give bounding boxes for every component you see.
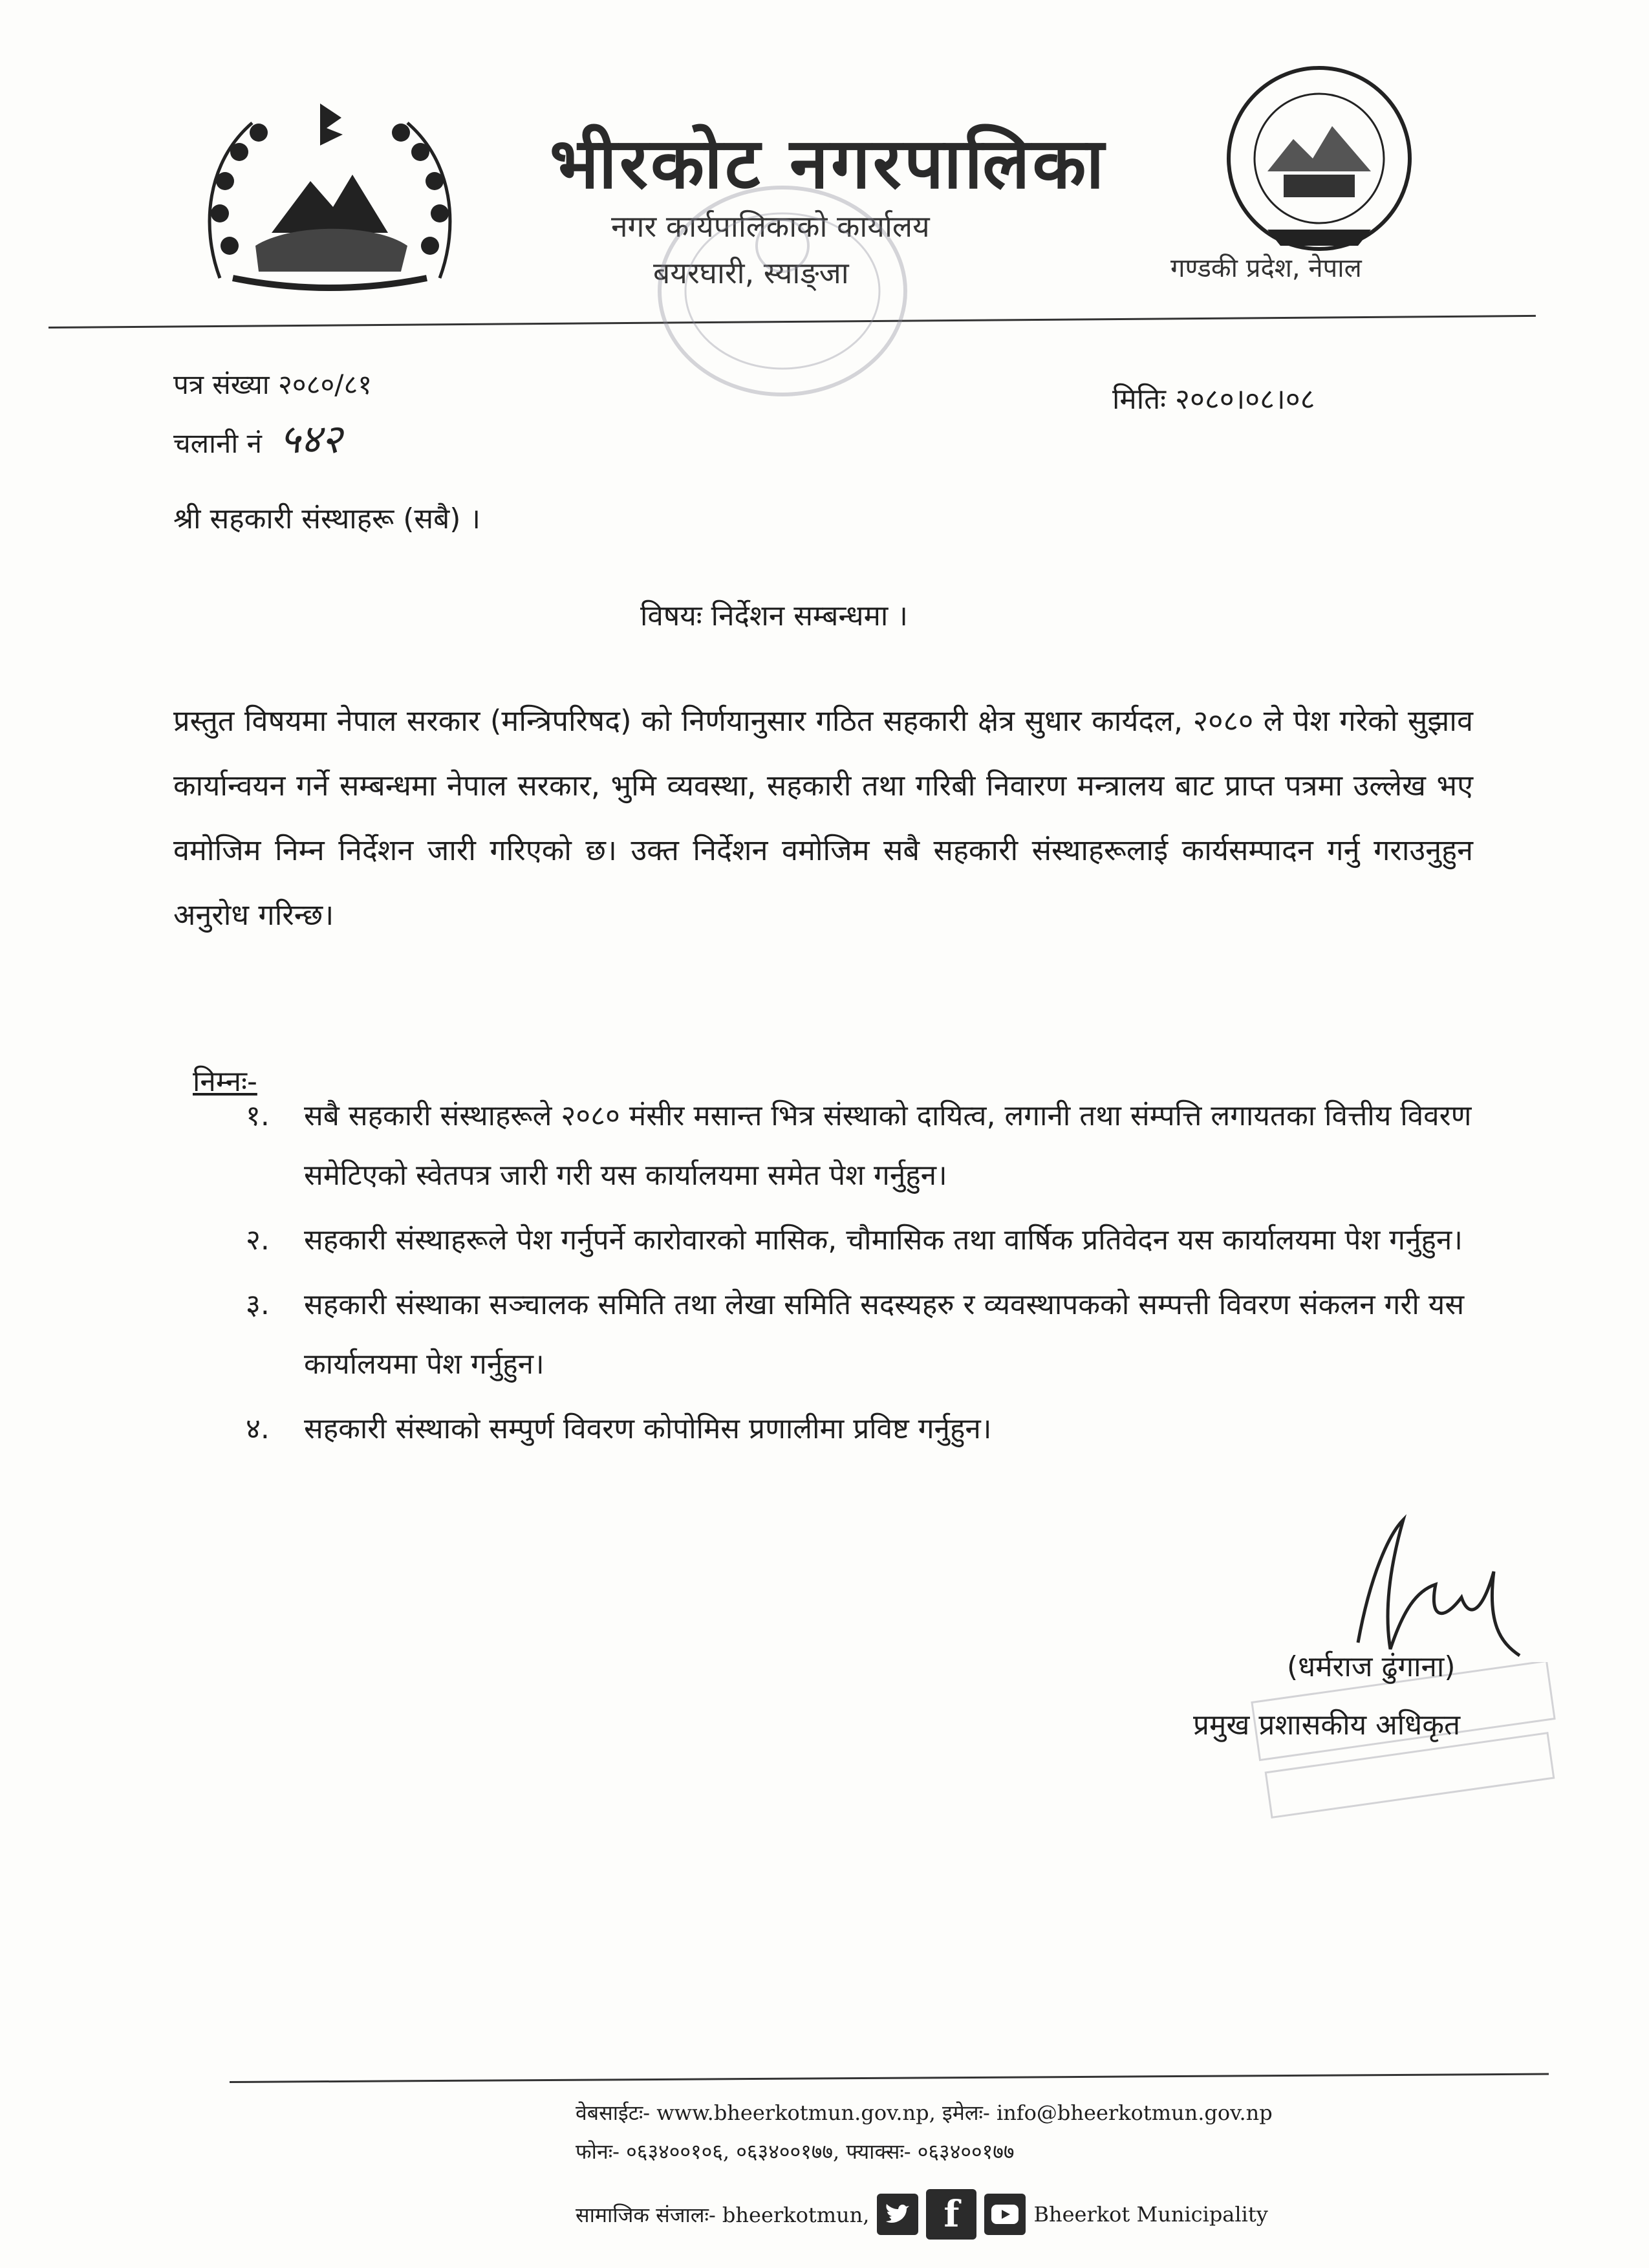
office-location: बयरघारी, स्याङ्जा xyxy=(653,255,849,290)
list-item xyxy=(246,1275,1487,1394)
dispatch-number: ५४२ xyxy=(279,415,342,462)
list-item-text: सहकारी संस्थाको सम्पुर्ण विवरण कोपोमिस प्रणालीमा प्रविष्ट गर्नुहुन। xyxy=(304,1412,992,1445)
list-item xyxy=(246,1211,1487,1270)
office-name: नगर कार्यपालिकाको कार्यालय xyxy=(611,209,930,244)
footer-contact-web: वेबसाईटः- www.bheerkotmun.gov.np, इमेलः- info@bheerkotmun.gov.np xyxy=(576,2101,1273,2125)
municipality-title: भीरकोट नगरपालिका xyxy=(550,124,1107,204)
footer-divider xyxy=(230,2073,1549,2083)
list-item xyxy=(246,1399,1487,1459)
signatory-name: (धर्मराज ढुंगाना) xyxy=(1287,1650,1456,1683)
list-heading: निम्नः- xyxy=(193,1065,257,1098)
signatory-title: प्रमुख प्रशासकीय अधिकृत xyxy=(1193,1709,1461,1742)
twitter-icon xyxy=(877,2194,918,2235)
directive-list xyxy=(246,1086,1487,1464)
province-name: गण्डकी प्रदेश, नेपाल xyxy=(1170,254,1362,283)
municipality-seal-icon xyxy=(1222,61,1416,255)
youtube-icon xyxy=(984,2194,1026,2235)
letter-number: पत्र संख्या २०८०/८१ xyxy=(173,369,372,400)
letter-date: मितिः २०८०।०८।०८ xyxy=(1112,383,1315,416)
list-item-number: २. xyxy=(246,1224,270,1257)
footer-contact-phone: फोनः- ०६३४००१०६, ०६३४००१७७, फ्याक्सः- ०६३४००१७७ xyxy=(576,2139,1015,2164)
office-stamp-icon xyxy=(647,175,918,414)
list-item-number: ३. xyxy=(246,1288,270,1321)
dispatch-line xyxy=(173,411,342,465)
social-label: सामाजिक संजालः- bheerkotmun, xyxy=(576,2202,870,2227)
facebook-icon: f xyxy=(926,2189,976,2240)
list-item-number: १. xyxy=(246,1099,270,1132)
list-item xyxy=(246,1086,1487,1205)
addressee: श्री सहकारी संस्थाहरू (सबै) । xyxy=(173,502,481,535)
dispatch-label: चलानी नं xyxy=(173,427,262,459)
list-item-text: सहकारी संस्थाहरूले पेश गर्नुपर्ने कारोवारको मासिक, चौमासिक तथा वार्षिक प्रतिवेदन यस कार्यालयमा पेश गर्नुहुन। xyxy=(304,1224,1463,1257)
body-paragraph: प्रस्तुत विषयमा नेपाल सरकार (मन्त्रिपरिषद) को निर्णयानुसार गठित सहकारी क्षेत्र सुधार कार्यदल, २०८० ले पेश गरेको सुझाव कार्यान्वयन गर्ने सम्बन्धमा नेपाल सरकार, भुमि व्यवस्था, सहकारी तथा गरिबी निवारण मन्त्रालय बाट प्राप्त पत्रमा उल्लेख भए वमोजिम निम्न निर्देशन जारी गरिएको छ। उक्त निर्देशन वमोजिम सबै सहकारी संस्थाहरूलाई कार्यसम्पादन गर्नु गराउनुहुन अनुरोध गरिन्छ। xyxy=(173,704,1473,932)
subject-line: विषयः निर्देशन सम्बन्धमा । xyxy=(640,599,908,632)
footer-social xyxy=(576,2189,1268,2240)
list-item-text: सबै सहकारी संस्थाहरूले २०८० मंसीर मसान्त भित्र संस्थाको दायित्व, लगानी तथा संम्पत्ति लगायतका वित्तीय विवरण समेटिएको स्वेतपत्र जारी गरी यस कार्यालयमा समेत पेश गर्नुहुन। xyxy=(304,1099,1472,1192)
list-item-number: ४. xyxy=(246,1412,270,1445)
signatory-stamp-icon xyxy=(1229,1662,1578,1830)
nepal-emblem-icon xyxy=(194,84,466,297)
social-name: Bheerkot Municipality xyxy=(1033,2202,1268,2227)
list-item-text: सहकारी संस्थाका सञ्चालक समिति तथा लेखा समिति सदस्यहरु र व्यवस्थापकको सम्पत्ती विवरण संकलन गरी यस कार्यालयमा पेश गर्नुहुन। xyxy=(304,1288,1465,1381)
